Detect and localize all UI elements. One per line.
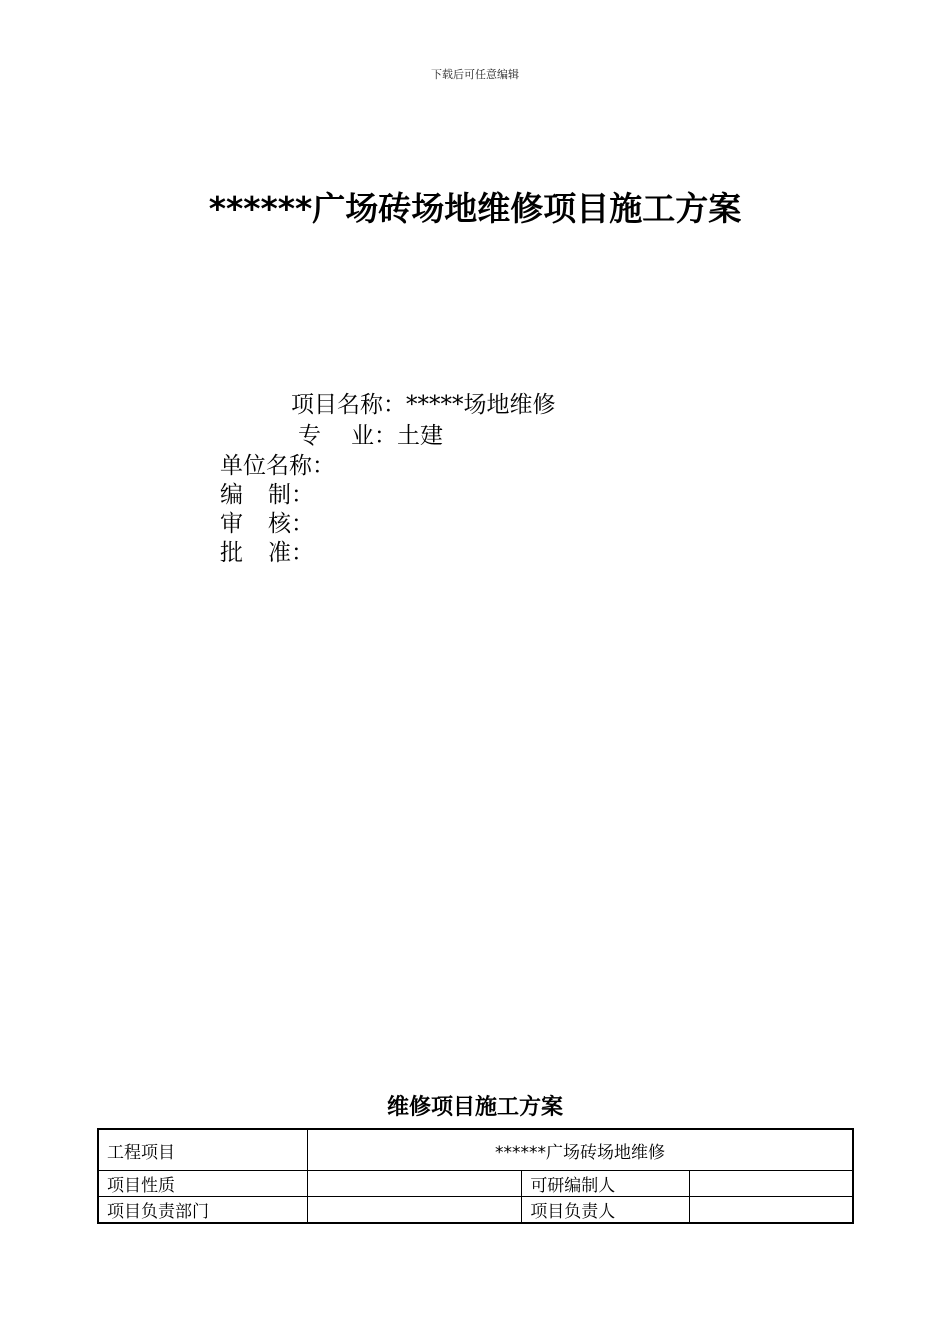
feasibility-author-label-cell: 可研编制人 bbox=[522, 1171, 690, 1197]
compile-line bbox=[220, 480, 314, 510]
project-label-cell: 工程项目 bbox=[98, 1129, 308, 1171]
header-note: 下载后可任意编辑 bbox=[431, 68, 519, 81]
approve-label-part1: 批 bbox=[220, 540, 243, 566]
compile-label-part1: 编 bbox=[220, 482, 243, 508]
specialty-value: 土建 bbox=[397, 423, 443, 449]
section-title: 维修项目施工方案 bbox=[386, 1095, 563, 1120]
document-title: ******广场砖场地维修项目施工方案 bbox=[208, 189, 742, 228]
approve-label-part2: 准： bbox=[268, 540, 314, 566]
review-label-part1: 审 bbox=[220, 511, 243, 537]
table-row bbox=[98, 1129, 853, 1171]
feasibility-author-value-cell bbox=[690, 1171, 853, 1197]
review-line bbox=[220, 509, 314, 539]
project-name-line bbox=[291, 390, 556, 420]
project-lead-label-cell: 项目负责人 bbox=[522, 1197, 690, 1224]
compile-label-part2: 制： bbox=[268, 482, 314, 508]
table-row bbox=[98, 1197, 853, 1224]
specialty-line bbox=[298, 421, 443, 451]
review-label-part2: 核： bbox=[268, 511, 314, 537]
project-summary-table bbox=[97, 1128, 854, 1224]
department-label-cell: 项目负责部门 bbox=[98, 1197, 308, 1224]
project-value-cell: ******广场砖场地维修 bbox=[308, 1129, 853, 1171]
department-value-cell bbox=[308, 1197, 522, 1224]
project-lead-value-cell bbox=[690, 1197, 853, 1224]
nature-value-cell bbox=[308, 1171, 522, 1197]
specialty-label-part2: 业： bbox=[351, 423, 397, 449]
table-row bbox=[98, 1171, 853, 1197]
approve-line bbox=[220, 538, 314, 568]
project-name-value: *****场地维修 bbox=[406, 392, 556, 418]
nature-label-cell: 项目性质 bbox=[98, 1171, 308, 1197]
unit-name-line bbox=[220, 451, 335, 481]
specialty-label-part1: 专 bbox=[298, 423, 321, 449]
unit-name-label: 单位名称： bbox=[220, 453, 335, 479]
project-name-label: 项目名称： bbox=[291, 392, 406, 418]
